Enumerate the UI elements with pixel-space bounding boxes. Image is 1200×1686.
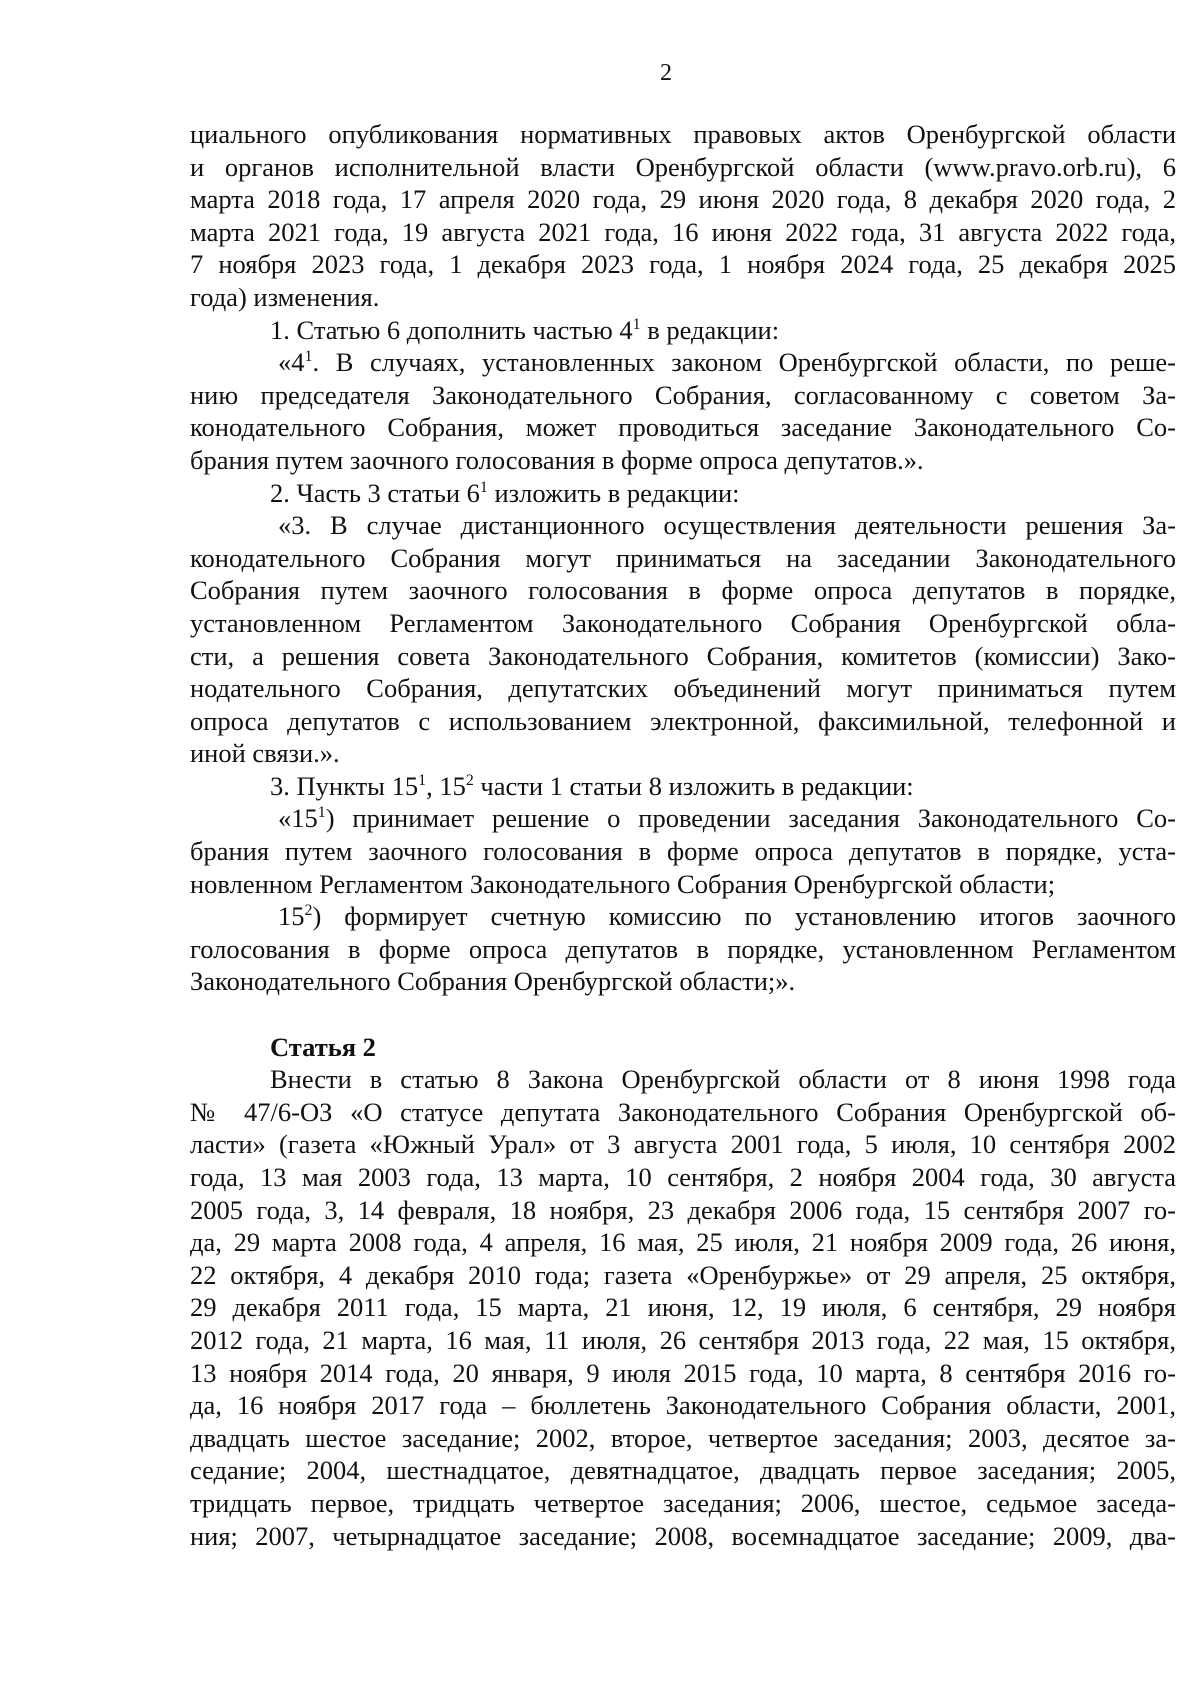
text-fragment: части 1 статьи 8 изложить в редакции: — [473, 770, 914, 801]
text-fragment: в редакции: — [640, 314, 780, 345]
text-line: года, 13 мая 2003 года, 13 марта, 10 сентября, 2 ноября 2004 года, 30 августа — [190, 1162, 1176, 1192]
text-fragment: 15 — [278, 901, 305, 932]
text-line: и органов исполнительной власти Оренбургской области (www.pravo.orb.ru), 6 — [190, 151, 1176, 182]
text-fragment: 3. Пункты 15 — [270, 770, 419, 801]
superscript: 2 — [304, 902, 313, 920]
text-line: установленном Регламентом Законодательного Собрания Оренбургской обла- — [190, 607, 1176, 638]
amendment-item-3 — [190, 770, 1176, 803]
text-line: новленном Регламентом Законодательного Собрания Оренбургской области; — [190, 868, 1056, 899]
superscript: 1 — [632, 315, 641, 333]
text-line: нию председателя Законодательного Собрания, согласованному с советом За- — [190, 379, 1176, 410]
text-line: да, 16 ноября 2017 года – бюллетень Законодательного Собрания области, 2001, — [190, 1390, 1176, 1421]
text-line: Законодательного Собрания Оренбургской области;». — [190, 966, 796, 997]
text-line: седание; 2004, шестнадцатое, девятнадцатое, двадцать первое заседания; 2005, — [190, 1455, 1176, 1486]
quoted-paragraph-start — [190, 900, 1176, 933]
text-line: сти, а решения совета Законодательного Собрания, комитетов (комиссии) Зако- — [190, 640, 1176, 671]
quoted-paragraph-start — [190, 346, 1176, 379]
text-line: ласти» (газета «Южный Урал» от 3 августа 2001 года, 5 июля, 10 сентября 2002 — [190, 1129, 1176, 1160]
text-line: марта 2018 года, 17 апреля 2020 года, 29 июня 2020 года, 8 декабря 2020 года, 2 — [190, 184, 1176, 215]
text-fragment: . В случаях, установленных законом Оренбургской области, по реше- — [312, 347, 1176, 378]
text-line: 2005 года, 3, 14 февраля, 18 ноября, 23 декабря 2006 года, 15 сентября 2007 го- — [190, 1194, 1176, 1225]
text-line: марта 2021 года, 19 августа 2021 года, 16 июня 2022 года, 31 августа 2022 года, — [190, 216, 1176, 247]
superscript: 2 — [465, 772, 474, 790]
text-line: иной связи.». — [190, 738, 340, 769]
text-line: 7 ноября 2023 года, 1 декабря 2023 года, 1 ноября 2024 года, 25 декабря 2025 — [190, 249, 1176, 280]
amendment-item-1 — [190, 314, 1176, 347]
text-line: нодательного Собрания, депутатских объединений могут приниматься путем — [190, 673, 1176, 704]
text-fragment: ) принимает решение о проведении заседания Законодательного Со- — [325, 803, 1176, 834]
superscript: 1 — [479, 478, 488, 496]
section-heading: Статья 2 — [270, 1031, 376, 1062]
text-line: Внести в статью 8 Закона Оренбургской области от 8 июня 1998 года — [270, 1064, 1176, 1095]
text-line: опроса депутатов с использованием электронной, факсимильной, телефонной и — [190, 705, 1176, 736]
text-line: циального опубликования нормативных правовых актов Оренбургской области — [190, 119, 1176, 149]
spacer — [190, 998, 1176, 1031]
text-line: «3. В случае дистанционного осуществления деятельности решения За- — [278, 510, 1176, 541]
text-line: брания путем заочного голосования в форме опроса депутатов в порядке, уста- — [190, 836, 1176, 867]
superscript: 1 — [304, 348, 313, 366]
text-line: голосования в форме опроса депутатов в порядке, установленном Регламентом — [190, 933, 1176, 964]
text-line: конодательного Собрания могут приниматься на заседании Законодательного — [190, 542, 1176, 573]
text-line: конодательного Собрания, может проводиться заседание Законодательного Со- — [190, 412, 1176, 443]
text-fragment: изложить в редакции: — [487, 477, 740, 508]
text-line: Собрания путем заочного голосования в форме опроса депутатов в порядке, — [190, 575, 1176, 606]
text-fragment: «15 — [278, 803, 318, 834]
text-fragment: «4 — [278, 347, 305, 378]
text-fragment: , 15 — [426, 770, 466, 801]
quoted-paragraph-start — [190, 802, 1176, 835]
text-line: двадцать шестое заседание; 2002, второе, четвертое заседания; 2003, десятое за- — [190, 1422, 1176, 1453]
text-fragment: 1. Статью 6 дополнить частью 4 — [270, 314, 633, 345]
superscript: 1 — [418, 772, 427, 790]
page-number: 2 — [660, 60, 672, 86]
text-line: 2012 года, 21 марта, 16 мая, 11 июля, 26 сентября 2013 года, 22 мая, 15 октября, — [190, 1324, 1176, 1355]
text-line: 22 октября, 4 декабря 2010 года; газета «Оренбуржье» от 29 апреля, 25 октября, — [190, 1259, 1176, 1290]
document-body — [190, 118, 1176, 1552]
text-fragment: ) формирует счетную комиссию по установлению итогов заочного — [312, 901, 1176, 932]
text-line: тридцать первое, тридцать четвертое заседания; 2006, шестое, седьмое заседа- — [190, 1487, 1176, 1518]
text-line: 13 ноября 2014 года, 20 января, 9 июля 2015 года, 10 марта, 8 сентября 2016 го- — [190, 1357, 1176, 1388]
superscript: 1 — [317, 804, 326, 822]
amendment-item-2 — [190, 477, 1176, 510]
text-line: да, 29 марта 2008 года, 4 апреля, 16 мая, 25 июля, 21 ноября 2009 года, 26 июня, — [190, 1227, 1176, 1258]
text-line: брания путем заочного голосования в форме опроса депутатов.». — [190, 444, 924, 475]
text-line: года) изменения. — [190, 281, 380, 312]
text-line: № 47/6-ОЗ «О статусе депутата Законодательного Собрания Оренбургской об- — [190, 1096, 1176, 1127]
text-fragment: 2. Часть 3 статьи 6 — [270, 477, 480, 508]
text-line: 29 декабря 2011 года, 15 марта, 21 июня, 12, 19 июля, 6 сентября, 29 ноября — [190, 1292, 1176, 1323]
text-line: ния; 2007, четырнадцатое заседание; 2008, восемнадцатое заседание; 2009, два- — [190, 1520, 1176, 1551]
